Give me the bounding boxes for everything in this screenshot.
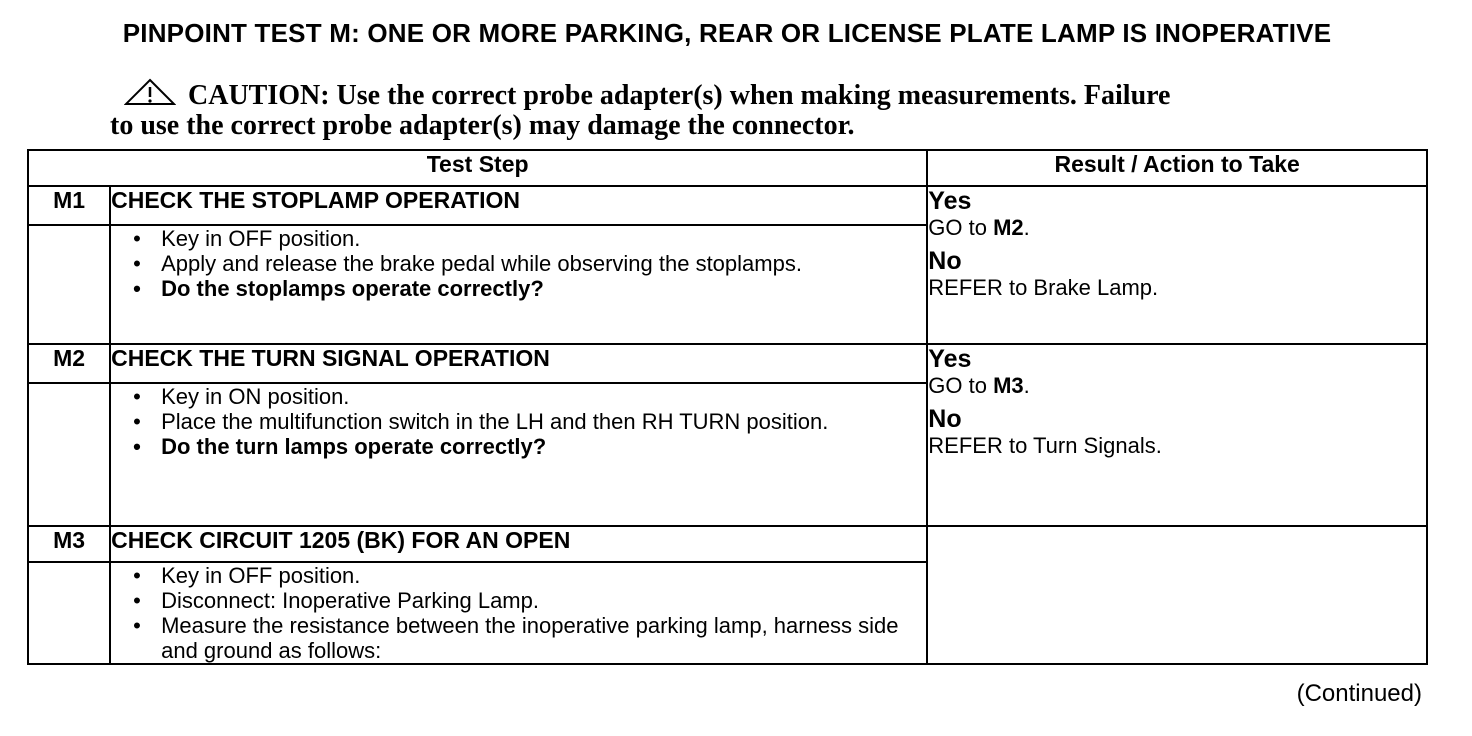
step-title-row: [28, 526, 1427, 562]
step-id-spacer: [28, 225, 110, 344]
list-item: • Disconnect: Inoperative Parking Lamp.: [133, 588, 926, 613]
warning-triangle-icon: [124, 78, 176, 106]
step-title: CHECK THE TURN SIGNAL OPERATION: [110, 344, 927, 383]
yes-action-target: M3: [993, 373, 1024, 398]
step-bullets: [110, 225, 927, 344]
yes-action: GO to M3.: [928, 373, 1030, 398]
step-result: [927, 186, 1427, 344]
yes-action-target: M2: [993, 215, 1024, 240]
header-result: Result / Action to Take: [927, 150, 1427, 186]
step-question: • Do the turn lamps operate correctly?: [133, 434, 926, 459]
yes-label: Yes: [928, 345, 972, 373]
step-result: [927, 344, 1427, 526]
no-action: REFER to Brake Lamp.: [928, 275, 1159, 300]
list-item: • Key in OFF position.: [133, 226, 926, 251]
yes-action: GO to M2.: [928, 215, 1030, 240]
step-id-spacer: [28, 383, 110, 526]
step-bullets: [110, 383, 927, 526]
step-title-row: [28, 344, 1427, 383]
step-result-empty: [927, 526, 1427, 664]
step-title-row: [28, 186, 1427, 225]
step-id: M1: [28, 186, 110, 225]
step-question: • Do the stoplamps operate correctly?: [133, 276, 926, 301]
step-title: CHECK THE STOPLAMP OPERATION: [110, 186, 927, 225]
step-title: CHECK CIRCUIT 1205 (BK) FOR AN OPEN: [110, 526, 927, 562]
step-bullets: [110, 562, 927, 664]
no-label: No: [928, 405, 962, 433]
list-item: • Place the multifunction switch in the LH and then RH TURN position.: [133, 409, 926, 434]
step-id-spacer: [28, 562, 110, 664]
step-id: M2: [28, 344, 110, 383]
page-title: PINPOINT TEST M: ONE OR MORE PARKING, REAR OR LICENSE PLATE LAMP IS INOPERATIVE: [122, 18, 1332, 48]
step-id: M3: [28, 526, 110, 562]
list-item: • Key in ON position.: [133, 384, 926, 409]
list-item: • Key in OFF position.: [133, 563, 926, 588]
table-header-row: [28, 150, 1427, 186]
caution-line-1: CAUTION: Use the correct probe adapter(s) when making measurements. Failure: [188, 80, 1171, 111]
no-label: No: [928, 247, 962, 275]
list-item: • Apply and release the brake pedal while observing the stoplamps.: [133, 251, 926, 276]
caution-line-2: to use the correct probe adapter(s) may damage the connector.: [110, 110, 855, 141]
yes-label: Yes: [928, 187, 972, 215]
pinpoint-test-table: [27, 149, 1428, 665]
list-item: • Measure the resistance between the inoperative parking lamp, harness side and ground as follows:: [133, 613, 926, 663]
no-action: REFER to Turn Signals.: [928, 433, 1162, 458]
continued-note: (Continued): [1296, 680, 1422, 707]
header-test-step: Test Step: [28, 150, 927, 186]
caution-note: [110, 78, 1370, 141]
